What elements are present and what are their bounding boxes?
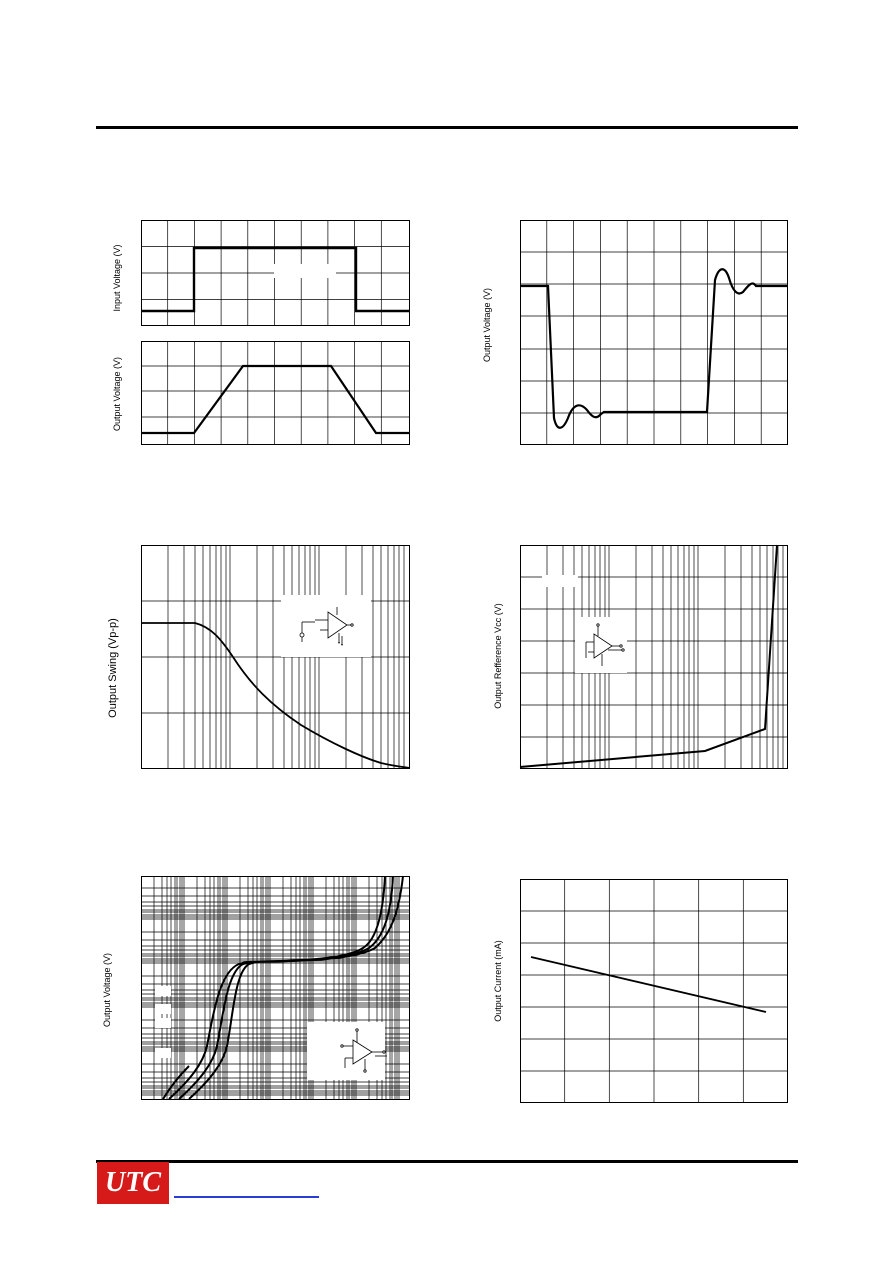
output-ramp-plot [141, 341, 410, 445]
website-link[interactable] [174, 1196, 319, 1198]
footer-rule [96, 1160, 798, 1163]
output-swing-circuit-icon [295, 600, 355, 650]
output-current-plot [520, 879, 788, 1103]
output-transient-plot [520, 220, 788, 445]
utc-logo: UTC [97, 1162, 169, 1204]
output-refference-plot [520, 545, 788, 769]
output-voltage-circuit-icon [335, 1026, 390, 1076]
input-pulse-plot [141, 220, 410, 326]
output-swing-plot [141, 545, 410, 769]
header-rule [96, 126, 798, 129]
output-refference-circuit-icon [578, 620, 628, 670]
